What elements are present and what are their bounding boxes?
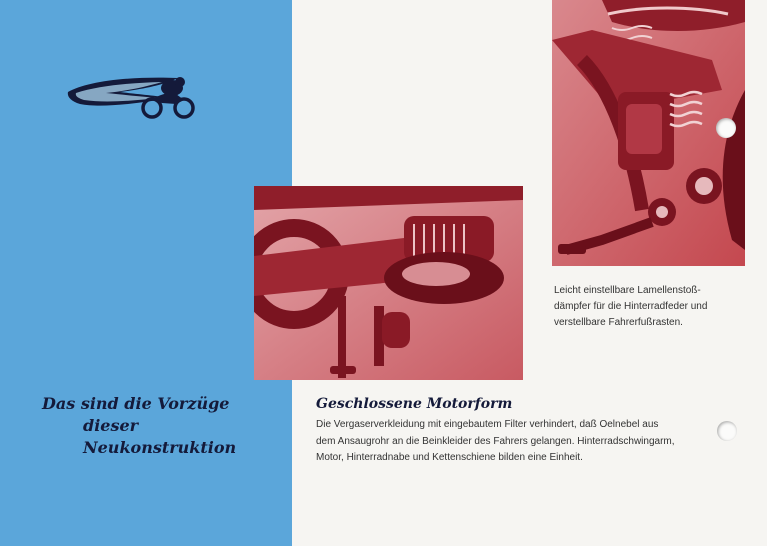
caption-line-2: dämpfer für die Hinterradfeder und — [554, 301, 708, 312]
rear-suspension-photo — [552, 0, 745, 266]
punch-hole — [717, 421, 737, 441]
headline — [42, 393, 282, 459]
headline-line-3: Neukonstruktion — [83, 438, 237, 457]
section-title: Geschlossene Motorform — [316, 396, 513, 412]
body-line-3: Motor, Hinterradnabe und Kettenschiene bilden eine Einheit. — [316, 452, 583, 463]
body-line-2: dem Ansaugrohr an die Beinkleider des Fahrers gelangen. Hinterradschwingarm, — [316, 435, 675, 447]
punch-hole — [716, 118, 736, 138]
section-body — [316, 417, 736, 467]
headline-line-1: Das sind die Vorzüge — [42, 394, 230, 413]
suspension-caption — [554, 283, 754, 331]
winged-rider-logo — [66, 70, 200, 122]
engine-cover-photo — [254, 186, 523, 380]
headline-line-2: dieser — [83, 416, 139, 435]
caption-line-1: Leicht einstellbare Lamellenstoß- — [554, 285, 701, 296]
body-line-1: Die Vergaserverkleidung mit eingebautem Filter verhindert, daß Oelnebel aus — [316, 419, 659, 430]
caption-line-3: verstellbare Fahrerfußrasten. — [554, 317, 683, 328]
